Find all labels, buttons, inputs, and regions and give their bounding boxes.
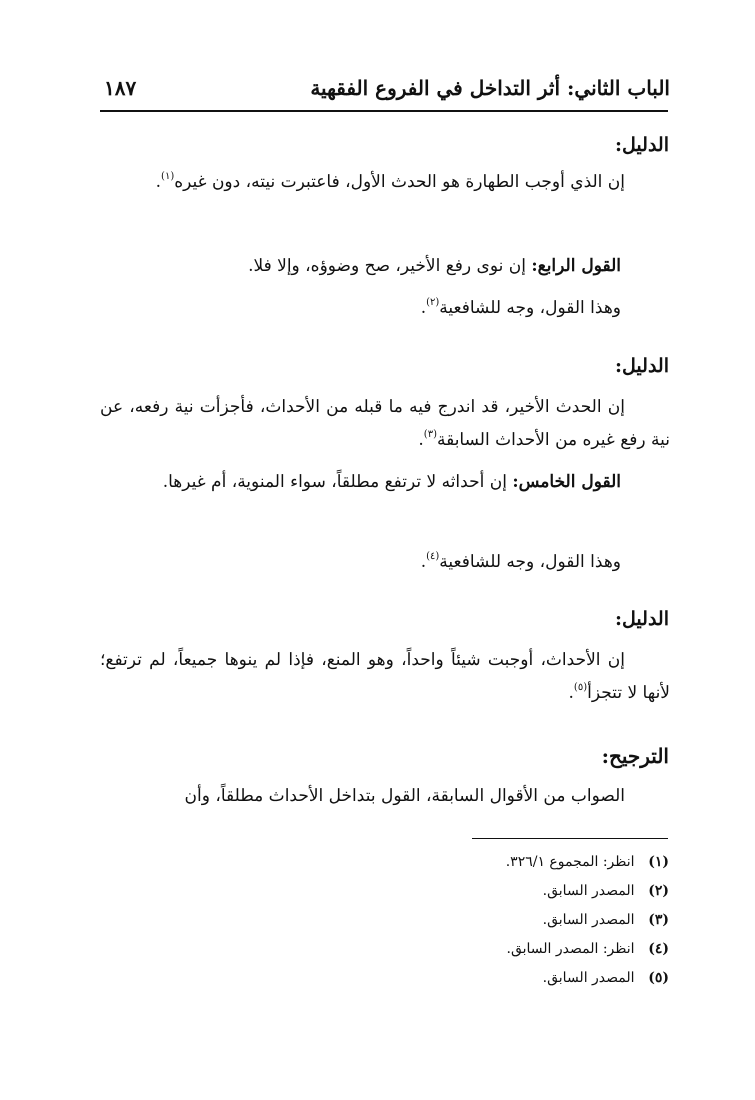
sentence-end: . <box>420 298 427 318</box>
footnote-divider <box>472 838 668 839</box>
footnote-item <box>269 881 669 910</box>
footnotes-list <box>269 852 669 997</box>
sentence-end: . <box>418 430 424 450</box>
sentence-end: . <box>420 552 427 572</box>
evidence-paragraph-1 <box>100 166 670 199</box>
opinion-5-text: إن أحداثه لا ترتفع مطلقاً، سواء المنوية، أم غيرها. <box>162 472 513 492</box>
footnote-ref-4: (٤) <box>426 551 440 562</box>
footnote-text: المصدر السابق. <box>542 883 635 899</box>
evidence-text-2: إن الحدث الأخير، قد اندرج فيه ما قبله من الأحداث، فأجزأت نية رفعه، عن نية رفع غيره من الأحداث السابقة <box>100 397 670 450</box>
chapter-title: الباب الثاني: أثر التداخل في الفروع الفقهية <box>310 76 670 100</box>
page-number: ١٨٧ <box>104 76 137 100</box>
footnote-number: (١) <box>648 854 669 870</box>
footnote-number: (٤) <box>648 941 669 957</box>
preference-paragraph <box>100 780 670 813</box>
opinion-4-paragraph <box>100 250 621 283</box>
opinion-4-note <box>100 292 621 325</box>
evidence-heading-3: الدليل: <box>615 608 669 630</box>
footnote-text: انظر: المجموع ٣٢٦/١. <box>505 854 635 870</box>
footnote-text: انظر: المصدر السابق. <box>506 941 635 957</box>
sentence-end: . <box>568 683 574 703</box>
opinion-4-note-text: وهذا القول، وجه للشافعية <box>439 298 621 318</box>
sentence-end: . <box>155 172 162 192</box>
running-header <box>100 76 670 110</box>
evidence-heading-2: الدليل: <box>615 355 669 377</box>
footnote-number: (٢) <box>648 883 669 899</box>
preference-text: الصواب من الأقوال السابقة، القول بتداخل الأحداث مطلقاً، وأن <box>184 786 625 806</box>
header-divider <box>100 110 668 112</box>
opinion-4-label: القول الرابع: <box>531 256 621 276</box>
footnote-item <box>269 910 669 939</box>
footnote-item <box>269 939 669 968</box>
evidence-heading-1: الدليل: <box>615 134 669 156</box>
footnote-ref-1: (١) <box>161 171 175 182</box>
footnote-text: المصدر السابق. <box>542 970 635 986</box>
footnote-number: (٣) <box>648 912 669 928</box>
opinion-5-note <box>100 546 621 579</box>
evidence-paragraph-2 <box>100 391 670 457</box>
footnote-ref-3: (٣) <box>423 429 437 440</box>
footnote-number: (٥) <box>648 970 669 986</box>
opinion-5-note-text: وهذا القول، وجه للشافعية <box>439 552 621 572</box>
opinion-5-paragraph <box>100 466 621 499</box>
evidence-text-3: إن الأحداث، أوجبت شيئاً واحداً، وهو المنع، فإذا لم ينوها جميعاً، لم ترتفع؛ لأنها لا تتجزأ <box>100 650 670 703</box>
opinion-4-text: إن نوى رفع الأخير، صح وضوؤه، وإلا فلا. <box>248 256 532 276</box>
opinion-5-label: القول الخامس: <box>512 472 621 492</box>
footnote-item <box>269 852 669 881</box>
footnote-ref-5: (٥) <box>573 682 588 693</box>
preference-heading: الترجيح: <box>601 744 669 768</box>
evidence-text-1: إن الذي أوجب الطهارة هو الحدث الأول، فاعتبرت نيته، دون غيره <box>174 172 625 192</box>
evidence-paragraph-3 <box>100 644 670 710</box>
footnote-text: المصدر السابق. <box>542 912 635 928</box>
footnote-item <box>269 968 669 997</box>
footnote-ref-2: (٢) <box>426 297 440 308</box>
